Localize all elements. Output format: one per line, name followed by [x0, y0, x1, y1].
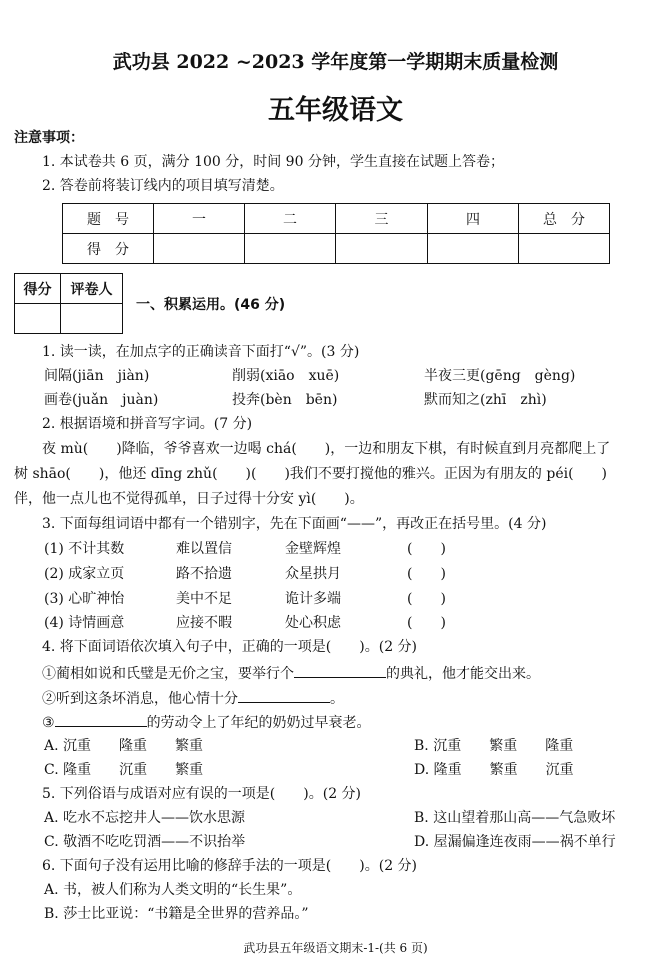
- score-table: [62, 203, 610, 264]
- q3-word: (4) 诗情画意: [44, 615, 125, 631]
- q4-sentence-text: ③: [42, 715, 55, 731]
- q5-option[interactable]: A. 吃水不忘挖井人——饮水思源: [44, 810, 246, 826]
- section-1-title: 一、积累运用。(46 分): [136, 297, 286, 313]
- page-footer: 武功县五年级语文期末-1-(共 6 页): [243, 941, 428, 955]
- q5-option[interactable]: C. 敬酒不吃吃罚酒——不识抬举: [44, 834, 246, 850]
- q2-line: 伴，他一点儿也不觉得孤单，日子过得十分安 yì( )。: [14, 491, 364, 507]
- q4-sentence-text: 的典礼，他才能交出来。: [386, 666, 540, 682]
- subject-title: 五年级语文: [268, 95, 403, 126]
- q3-word: 金壁辉煌: [285, 541, 341, 557]
- q1-option[interactable]: 间隔(jiān jiàn): [44, 368, 150, 384]
- score-cell[interactable]: [245, 234, 336, 264]
- q3-word: (1) 不计其数: [44, 541, 125, 557]
- q1-option[interactable]: 半夜三更(gēng gèng): [424, 368, 576, 384]
- q3-word: (2) 成家立页: [44, 566, 125, 582]
- q3-word: 难以置信: [176, 541, 232, 557]
- q1-option[interactable]: 削弱(xiāo xuē): [232, 368, 340, 384]
- grader-score-cell[interactable]: [15, 304, 61, 334]
- note-item: 1. 本试卷共 6 页，满分 100 分，时间 90 分钟，学生直接在试题上答卷；: [42, 154, 504, 170]
- score-header-cell: 总 分: [519, 204, 610, 234]
- q5-stem: 5. 下列俗语与成语对应有误的一项是( )。(2 分): [42, 786, 362, 802]
- q3-word: 路不拾遗: [176, 566, 232, 582]
- q4-option[interactable]: B. 沉重 繁重 隆重: [414, 738, 574, 754]
- q4-option[interactable]: C. 隆重 沉重 繁重: [44, 762, 204, 778]
- q4-option[interactable]: A. 沉重 隆重 繁重: [44, 738, 204, 754]
- q3-answer-blank[interactable]: ( ): [407, 541, 446, 557]
- score-header-cell: 题 号: [63, 204, 154, 234]
- score-row-label: 得 分: [63, 234, 154, 264]
- q3-word: 应接不暇: [176, 615, 232, 631]
- q4-fill-blank[interactable]: [55, 713, 147, 727]
- score-header-cell: 一: [154, 204, 245, 234]
- q6-option[interactable]: B. 莎士比亚说：“书籍是全世界的营养品。”: [44, 906, 309, 922]
- score-cell[interactable]: [336, 234, 428, 264]
- q4-fill-blank[interactable]: [294, 664, 386, 678]
- q2-stem: 2. 根据语境和拼音写字词。(7 分): [42, 416, 253, 432]
- q3-word: 处心积虑: [285, 615, 341, 631]
- score-cell[interactable]: [519, 234, 610, 264]
- q6-option[interactable]: A. 书，被人们称为人类文明的“长生果”。: [44, 882, 302, 898]
- q4-sentence-3: [42, 713, 371, 732]
- grader-score-label: 得分: [15, 274, 61, 304]
- q2-line: 夜 mù( )降临，爷爷喜欢一边喝 chá( )，一边和朋友下棋，有时候直到月亮都爬上了: [42, 441, 611, 457]
- q5-option[interactable]: B. 这山望着那山高——气急败坏: [414, 810, 616, 826]
- q3-answer-blank[interactable]: ( ): [407, 615, 446, 631]
- q1-option[interactable]: 默而知之(zhī zhì): [424, 392, 547, 408]
- grader-name-cell[interactable]: [61, 304, 123, 334]
- q4-stem: 4. 将下面词语依次填入句子中，正确的一项是( )。(2 分): [42, 639, 418, 655]
- note-item: 2. 答卷前将装订线内的项目填写清楚。: [42, 178, 284, 194]
- q3-word: 众星拱月: [285, 566, 341, 582]
- q4-fill-blank[interactable]: [238, 689, 330, 703]
- q3-word: (3) 心旷神怡: [44, 591, 125, 607]
- q4-sentence-1: [42, 664, 540, 683]
- q3-answer-blank[interactable]: ( ): [407, 566, 446, 582]
- notes-heading: 注意事项：: [14, 130, 84, 146]
- score-cell[interactable]: [154, 234, 245, 264]
- q4-option[interactable]: D. 隆重 繁重 沉重: [414, 762, 574, 778]
- q3-answer-blank[interactable]: ( ): [407, 591, 446, 607]
- q1-option[interactable]: 投奔(bèn bēn): [232, 392, 338, 408]
- q1-stem: 1. 读一读，在加点字的正确读音下面打“√”。(3 分): [42, 344, 360, 360]
- score-cell[interactable]: [428, 234, 519, 264]
- q6-stem: 6. 下面句子没有运用比喻的修辞手法的一项是( )。(2 分): [42, 858, 418, 874]
- q4-sentence-text: ①蔺相如说和氏璧是无价之宝，要举行个: [42, 666, 294, 682]
- q5-option[interactable]: D. 屋漏偏逢连夜雨——祸不单行: [414, 834, 616, 850]
- q1-option[interactable]: 画卷(juǎn juàn): [44, 392, 159, 408]
- grader-table: [14, 273, 123, 334]
- score-header-cell: 二: [245, 204, 336, 234]
- q3-word: 美中不足: [176, 591, 232, 607]
- q3-stem: 3. 下面每组词语中都有一个错别字，先在下面画“——”，再改正在括号里。(4 分): [42, 516, 547, 532]
- q4-sentence-2: [42, 689, 344, 708]
- q2-line: 树 shāo( )，他还 dīng zhǔ( )( )我们不要打搅他的雅兴。正因为有朋友的 péi( ): [14, 466, 608, 482]
- q4-sentence-text: ②听到这条坏消息，他心情十分: [42, 691, 238, 707]
- score-header-cell: 三: [336, 204, 428, 234]
- q4-sentence-text: 。: [330, 691, 344, 707]
- q3-word: 诡计多端: [285, 591, 341, 607]
- exam-title: 武功县 2022 ~2023 学年度第一学期期末质量检测: [112, 51, 559, 73]
- grader-name-label: 评卷人: [61, 274, 123, 304]
- score-header-cell: 四: [428, 204, 519, 234]
- q4-sentence-text: 的劳动令上了年纪的奶奶过早衰老。: [146, 715, 371, 731]
